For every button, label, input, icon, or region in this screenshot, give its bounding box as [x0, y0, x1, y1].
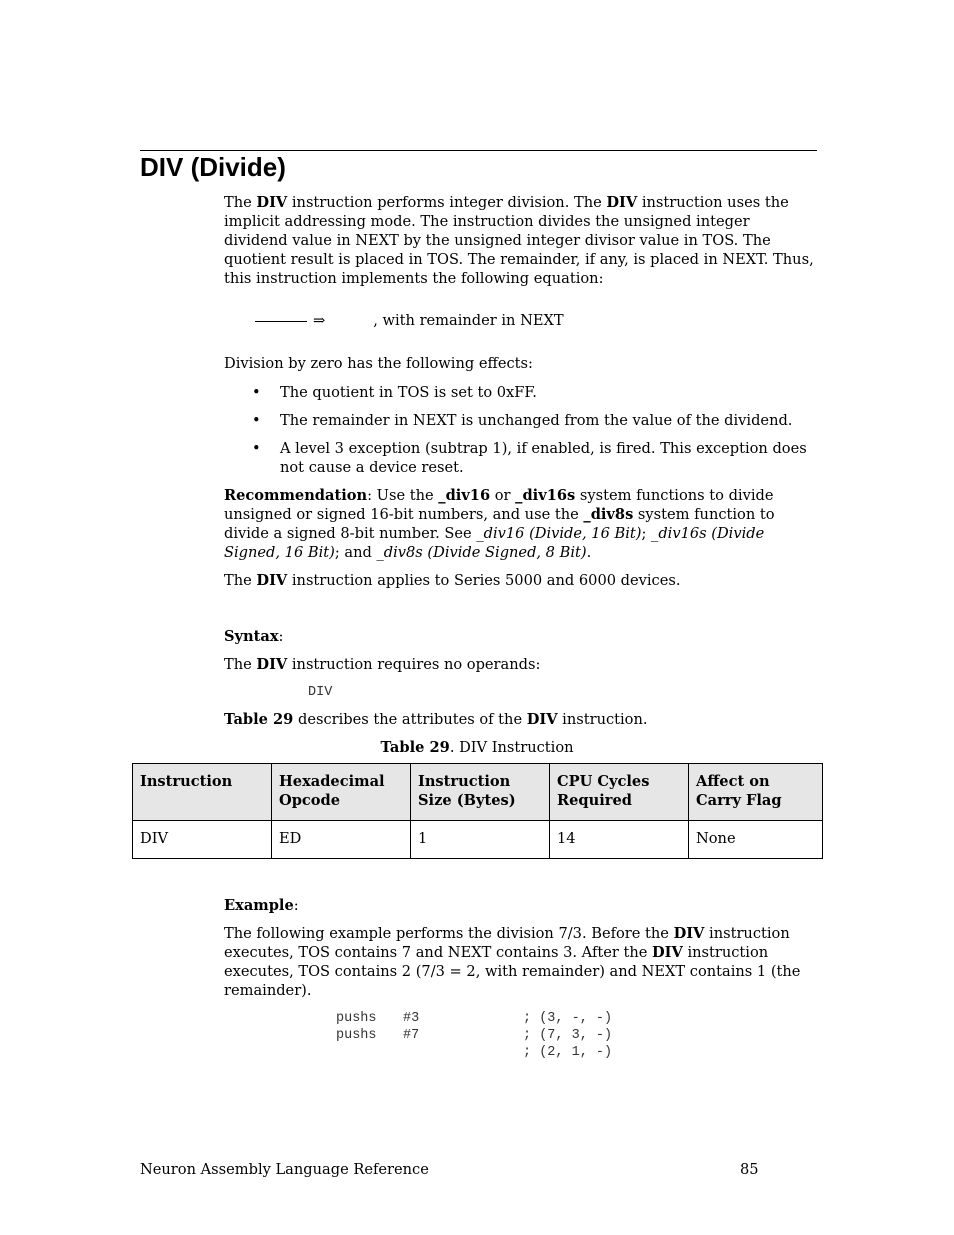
- list-item: • The remainder in NEXT is unchanged from the value of the dividend.: [252, 412, 793, 429]
- list-item: • The quotient in TOS is set to 0xFF.: [252, 384, 537, 401]
- zero-effects-list: [224, 383, 814, 477]
- implies-arrow: ⇒: [313, 312, 326, 329]
- table-header-row: [133, 764, 823, 821]
- page-number: 85: [740, 1161, 759, 1178]
- table-row: [133, 821, 823, 859]
- code-line: pushs #3 ; (3, -, -): [336, 1011, 613, 1026]
- table-cell: 1: [411, 821, 550, 859]
- xref-div16[interactable]: _div16 (Divide, 16 Bit): [476, 525, 642, 542]
- table-cell: 14: [550, 821, 689, 859]
- applies-paragraph: The DIV instruction applies to Series 5000 and 6000 devices.: [224, 572, 681, 589]
- fraction-line: [255, 321, 307, 322]
- page-title: DIV (Divide): [140, 152, 286, 182]
- table-cell: DIV: [133, 821, 272, 859]
- column-header: Instruction Size (Bytes): [411, 764, 550, 821]
- code-line: pushs #7 ; (7, 3, -): [336, 1028, 613, 1043]
- example-paragraph: The following example performs the division 7/3. Before the DIV instruction executes, TOS contains 7 and NEXT contains 3. After the DIV instruction executes, TOS contains 2 (7/3 = 2, with remainder) and NEXT contains 1 (the remainder).: [224, 925, 801, 999]
- list-item: • A level 3 exception (subtrap 1), if enabled, is fired. This exception does not cause a device reset.: [252, 440, 807, 476]
- syntax-code: DIV: [308, 685, 333, 700]
- column-header: CPU Cycles Required: [550, 764, 689, 821]
- column-header: Hexadecimal Opcode: [272, 764, 411, 821]
- example-code: [336, 1009, 612, 1060]
- xref-div8s[interactable]: _div8s (Divide Signed, 8 Bit): [376, 544, 587, 561]
- zero-division-intro: Division by zero has the following effects:: [224, 355, 533, 372]
- syntax-heading: Syntax:: [224, 628, 284, 645]
- column-header: Affect on Carry Flag: [689, 764, 823, 821]
- division-equation: [255, 311, 564, 330]
- table-cell: ED: [272, 821, 411, 859]
- column-header: Instruction: [133, 764, 272, 821]
- footer-title: Neuron Assembly Language Reference: [140, 1161, 429, 1178]
- table-reference-paragraph: Table 29 describes the attributes of the DIV instruction.: [224, 711, 648, 728]
- example-heading: Example:: [224, 897, 299, 914]
- equation-suffix: , with remainder in NEXT: [373, 312, 564, 329]
- code-line: ; (2, 1, -): [523, 1045, 613, 1060]
- intro-paragraph: The DIV instruction performs integer division. The DIV instruction uses the implicit addressing mode. The instruction divides the unsigned integer dividend value in NEXT by the unsigned integer divisor value in TOS. The quotient result is placed in TOS. The remainder, if any, is placed in NEXT. Thus, this instruction implements the following equation:: [224, 194, 814, 287]
- xref-div16s[interactable]: _div16s (Divide Signed, 16 Bit): [224, 525, 765, 561]
- table-cell: None: [689, 821, 823, 859]
- table-caption: Table 29. DIV Instruction: [380, 739, 574, 756]
- syntax-paragraph: The DIV instruction requires no operands:: [224, 656, 541, 673]
- recommendation-paragraph: Recommendation: Use the _div16 or _div16s system functions to divide unsigned or signed 16-bit numbers, and use the _div8s system function to divide a signed 8-bit number. See _div16 (Divide, 16 Bit); _div16s (Divide Signed, 16 Bit); and _div8s (Divide Signed, 8 Bit).: [224, 487, 775, 561]
- div-attributes-table: [132, 763, 823, 859]
